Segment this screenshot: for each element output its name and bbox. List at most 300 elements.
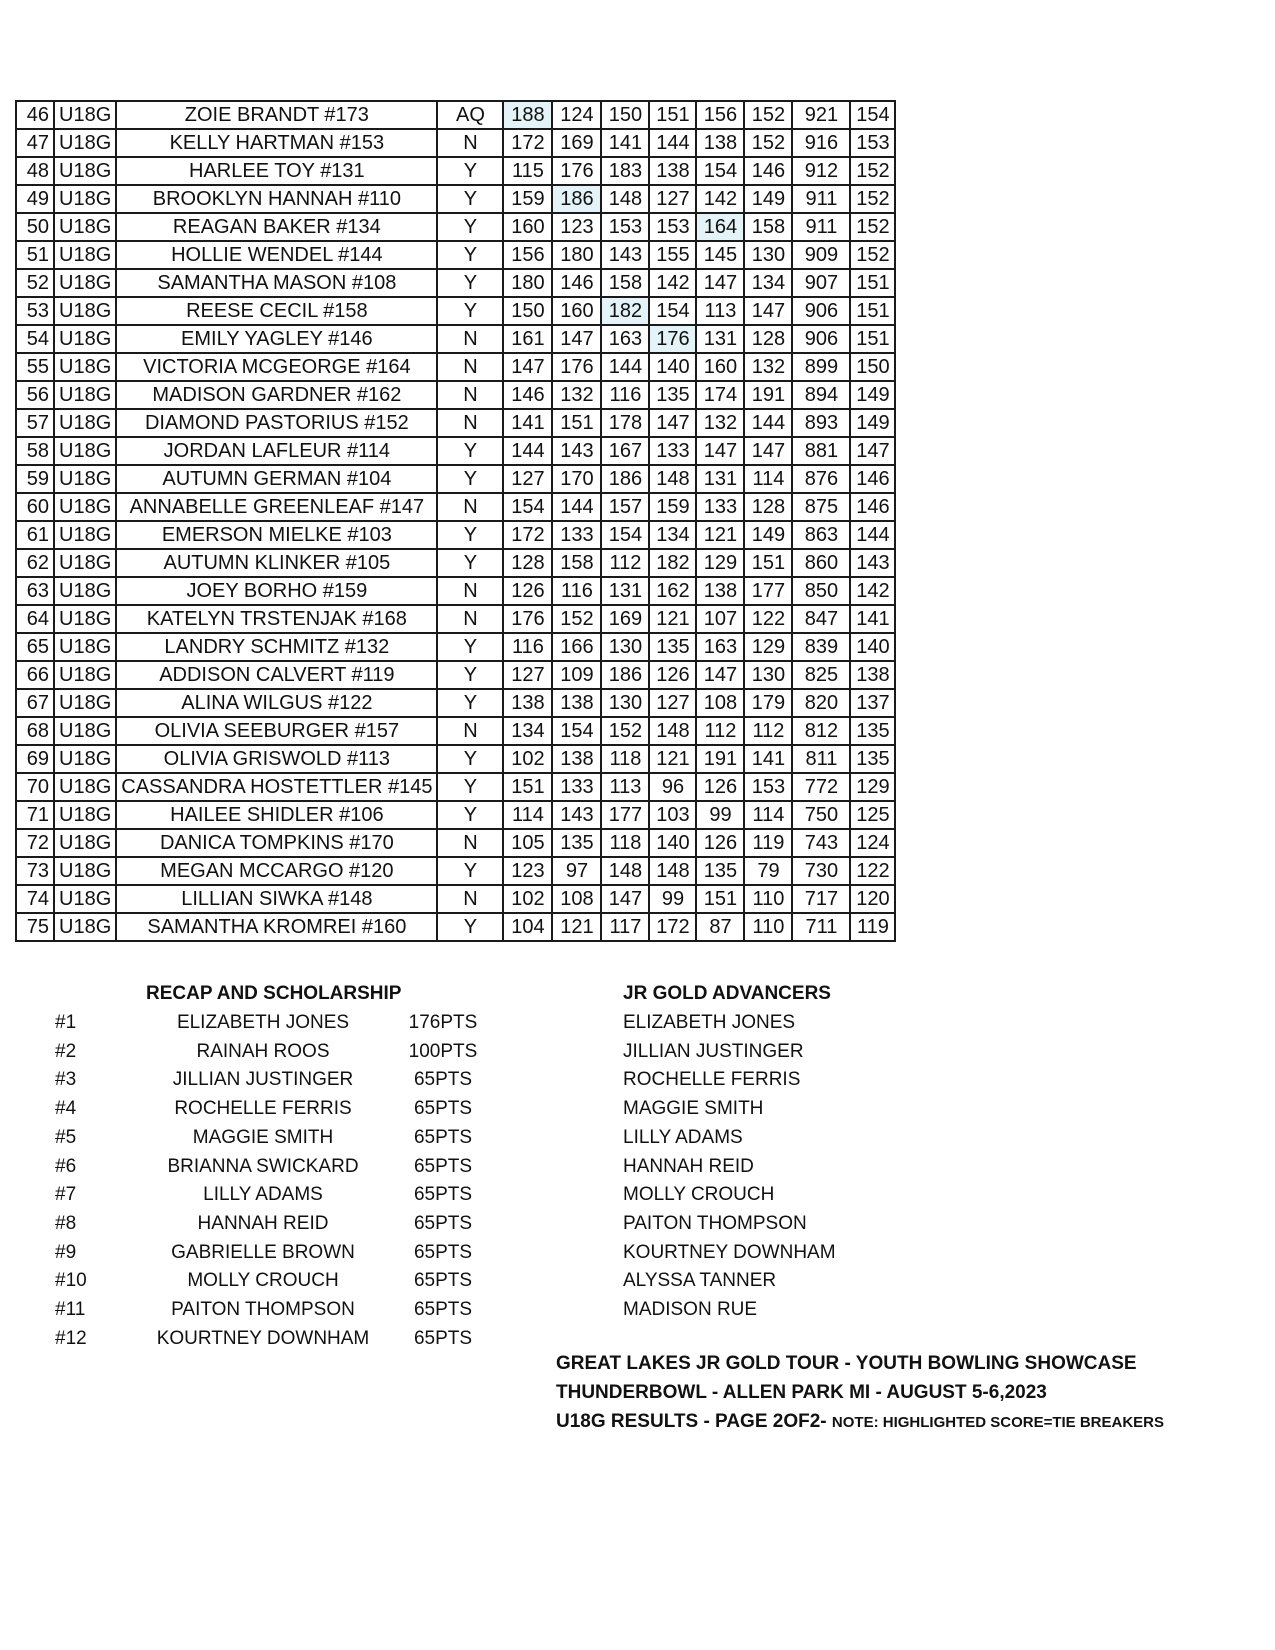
bowler-name-cell: HARLEE TOY #131 [116,157,437,185]
rank-cell: 63 [16,577,54,605]
game-score-cell: 113 [696,297,744,325]
status-cell: N [437,605,503,633]
recap-points: 65PTS [413,1299,473,1320]
game-score-cell: 155 [649,241,696,269]
game-score-cell: 121 [552,913,601,941]
game-score-cell: 146 [744,157,792,185]
bowler-name-cell: MADISON GARDNER #162 [116,381,437,409]
bowler-name-cell: AUTUMN GERMAN #104 [116,465,437,493]
recap-item [0,1152,520,1182]
status-cell: Y [437,689,503,717]
game-score-cell: 131 [696,325,744,353]
game-score-cell: 135 [696,857,744,885]
game-score-cell: 126 [649,661,696,689]
game-score-cell: 150 [601,101,649,129]
game-score-cell: 151 [552,409,601,437]
rank-cell: 60 [16,493,54,521]
bowler-name-cell: JOEY BORHO #159 [116,577,437,605]
division-cell: U18G [54,465,116,493]
recap-name: ROCHELLE FERRIS [174,1098,352,1120]
average-cell: 140 [850,633,895,661]
game-score-cell: 151 [503,773,552,801]
game-score-cell: 152 [744,101,792,129]
table-row [16,269,895,297]
table-row [16,773,895,801]
game-score-cell: 130 [601,689,649,717]
game-score-cell: 132 [696,409,744,437]
game-score-cell: 110 [744,913,792,941]
game-score-cell: 114 [503,801,552,829]
status-cell: Y [437,521,503,549]
bowler-name-cell: CASSANDRA HOSTETTLER #145 [116,773,437,801]
game-score-cell: 170 [552,465,601,493]
rank-cell: 54 [16,325,54,353]
game-score-cell: 119 [744,829,792,857]
average-cell: 146 [850,493,895,521]
rank-cell: 55 [16,353,54,381]
rank-cell: 46 [16,101,54,129]
recap-points: 65PTS [413,1126,473,1148]
recap-item [0,1295,520,1325]
total-cell: 906 [792,325,850,353]
table-row [16,661,895,689]
advancer-name: HANNAH REID [623,1155,754,1177]
game-score-cell: 146 [503,381,552,409]
status-cell: Y [437,913,503,941]
game-score-cell: 99 [649,885,696,913]
game-score-cell: 150 [503,297,552,325]
rank-cell: 52 [16,269,54,297]
game-score-cell: 147 [696,661,744,689]
total-cell: 907 [792,269,850,297]
game-score-cell: 128 [744,325,792,353]
game-score-cell: 116 [552,577,601,605]
division-cell: U18G [54,185,116,213]
game-score-cell: 143 [552,437,601,465]
game-score-cell: 79 [744,857,792,885]
total-cell: 847 [792,605,850,633]
recap-place: #3 [55,1069,77,1091]
table-row [16,437,895,465]
game-score-cell: 129 [696,549,744,577]
bowler-name-cell: ZOIE BRANDT #173 [116,101,437,129]
rank-cell: 53 [16,297,54,325]
game-score-cell: 110 [744,885,792,913]
recap-title: RECAP AND SCHOLARSHIP [146,983,402,1004]
table-row [16,885,895,913]
rank-cell: 71 [16,801,54,829]
rank-cell: 62 [16,549,54,577]
table-row [16,157,895,185]
recap-name: BRIANNA SWICKARD [167,1155,359,1177]
average-cell: 146 [850,465,895,493]
division-cell: U18G [54,353,116,381]
advancer-name: PAITON THOMPSON [623,1212,807,1234]
game-score-cell: 160 [552,297,601,325]
recap-item [0,1209,520,1239]
recap-item [0,1324,520,1354]
game-score-cell: 172 [649,913,696,941]
table-row [16,549,895,577]
rank-cell: 56 [16,381,54,409]
footer-results-label: U18G RESULTS - PAGE 2OF2- [556,1411,827,1432]
game-score-cell: 132 [552,381,601,409]
division-cell: U18G [54,913,116,941]
division-cell: U18G [54,521,116,549]
game-score-cell: 112 [601,549,649,577]
rank-cell: 61 [16,521,54,549]
game-score-cell: 147 [696,437,744,465]
game-score-cell: 108 [696,689,744,717]
recap-place: #9 [55,1241,77,1263]
status-cell: N [437,325,503,353]
division-cell: U18G [54,801,116,829]
total-cell: 911 [792,213,850,241]
game-score-cell: 112 [696,717,744,745]
total-cell: 730 [792,857,850,885]
advancers-title: JR GOLD ADVANCERS [623,983,831,1004]
game-score-cell: 130 [744,661,792,689]
total-cell: 717 [792,885,850,913]
status-cell: Y [437,745,503,773]
recap-points: 65PTS [413,1069,473,1091]
game-score-cell: 127 [503,465,552,493]
table-row [16,717,895,745]
division-cell: U18G [54,437,116,465]
recap-points: 65PTS [413,1098,473,1120]
footer-note: NOTE: HIGHLIGHTED SCORE=TIE BREAKERS [831,1414,1165,1431]
total-cell: 912 [792,157,850,185]
total-cell: 812 [792,717,850,745]
game-score-cell: 113 [601,773,649,801]
average-cell: 125 [850,801,895,829]
game-score-cell: 186 [601,465,649,493]
game-score-cell: 147 [649,409,696,437]
game-score-cell: 164 [696,213,744,241]
status-cell: N [437,409,503,437]
division-cell: U18G [54,157,116,185]
recap-name: MAGGIE SMITH [192,1126,334,1148]
average-cell: 152 [850,157,895,185]
division-cell: U18G [54,857,116,885]
recap-name: GABRIELLE BROWN [171,1241,355,1263]
average-cell: 129 [850,773,895,801]
bowler-name-cell: HAILEE SHIDLER #106 [116,801,437,829]
game-score-cell: 105 [503,829,552,857]
game-score-cell: 152 [744,129,792,157]
table-row [16,213,895,241]
game-score-cell: 131 [696,465,744,493]
recap-place: #5 [55,1126,77,1148]
total-cell: 811 [792,745,850,773]
results-body [16,101,895,941]
game-score-cell: 147 [601,885,649,913]
game-score-cell: 172 [503,129,552,157]
footer-line-1: GREAT LAKES JR GOLD TOUR - YOUTH BOWLING SHOWCASE [556,1353,1137,1374]
recap-place: #12 [55,1327,87,1349]
advancer-name: ROCHELLE FERRIS [623,1069,801,1091]
game-score-cell: 176 [552,157,601,185]
recap-place: #7 [55,1184,77,1206]
game-score-cell: 133 [552,773,601,801]
game-score-cell: 153 [601,213,649,241]
total-cell: 899 [792,353,850,381]
bowler-name-cell: SAMANTHA MASON #108 [116,269,437,297]
game-score-cell: 149 [744,185,792,213]
game-score-cell: 123 [503,857,552,885]
rank-cell: 70 [16,773,54,801]
rank-cell: 48 [16,157,54,185]
game-score-cell: 126 [503,577,552,605]
game-score-cell: 117 [601,913,649,941]
game-score-cell: 124 [552,101,601,129]
game-score-cell: 178 [601,409,649,437]
status-cell: Y [437,269,503,297]
recap-points: 176PTS [408,1012,478,1033]
rank-cell: 73 [16,857,54,885]
game-score-cell: 153 [744,773,792,801]
table-row [16,801,895,829]
game-score-cell: 186 [601,661,649,689]
table-row [16,409,895,437]
table-row [16,633,895,661]
table-row [16,913,895,941]
game-score-cell: 135 [552,829,601,857]
game-score-cell: 160 [503,213,552,241]
division-cell: U18G [54,745,116,773]
game-score-cell: 102 [503,745,552,773]
footer-line-2: THUNDERBOWL - ALLEN PARK MI - AUGUST 5-6,2023 [556,1382,1047,1403]
game-score-cell: 138 [696,577,744,605]
status-cell: N [437,717,503,745]
game-score-cell: 118 [601,829,649,857]
game-score-cell: 116 [601,381,649,409]
division-cell: U18G [54,689,116,717]
total-cell: 881 [792,437,850,465]
game-score-cell: 182 [649,549,696,577]
total-cell: 894 [792,381,850,409]
game-score-cell: 114 [744,465,792,493]
rank-cell: 66 [16,661,54,689]
game-score-cell: 140 [649,353,696,381]
rank-cell: 59 [16,465,54,493]
average-cell: 120 [850,885,895,913]
game-score-cell: 108 [552,885,601,913]
bowler-name-cell: DANICA TOMPKINS #170 [116,829,437,857]
game-score-cell: 109 [552,661,601,689]
recap-name: LILLY ADAMS [203,1184,323,1206]
bowler-name-cell: REAGAN BAKER #134 [116,213,437,241]
status-cell: Y [437,465,503,493]
recap-name: RAINAH ROOS [196,1040,330,1062]
status-cell: N [437,885,503,913]
bowler-name-cell: REESE CECIL #158 [116,297,437,325]
game-score-cell: 121 [649,745,696,773]
game-score-cell: 191 [744,381,792,409]
total-cell: 876 [792,465,850,493]
game-score-cell: 154 [649,297,696,325]
table-row [16,493,895,521]
game-score-cell: 127 [503,661,552,689]
game-score-cell: 140 [649,829,696,857]
division-cell: U18G [54,325,116,353]
game-score-cell: 157 [601,493,649,521]
average-cell: 153 [850,129,895,157]
table-row [16,101,895,129]
game-score-cell: 147 [744,437,792,465]
game-score-cell: 127 [649,185,696,213]
game-score-cell: 153 [649,213,696,241]
game-score-cell: 138 [503,689,552,717]
game-score-cell: 148 [601,185,649,213]
game-score-cell: 130 [601,633,649,661]
division-cell: U18G [54,381,116,409]
recap-place: #10 [55,1270,87,1292]
division-cell: U18G [54,269,116,297]
rank-cell: 74 [16,885,54,913]
recap-place: #6 [55,1155,77,1177]
total-cell: 921 [792,101,850,129]
status-cell: Y [437,661,503,689]
status-cell: N [437,129,503,157]
table-row [16,689,895,717]
game-score-cell: 144 [552,493,601,521]
recap-name: JILLIAN JUSTINGER [172,1069,354,1091]
total-cell: 850 [792,577,850,605]
game-score-cell: 163 [601,325,649,353]
game-score-cell: 107 [696,605,744,633]
division-cell: U18G [54,101,116,129]
game-score-cell: 176 [503,605,552,633]
bowler-name-cell: AUTUMN KLINKER #105 [116,549,437,577]
rank-cell: 67 [16,689,54,717]
game-score-cell: 135 [649,381,696,409]
status-cell: Y [437,857,503,885]
recap-item [0,1180,520,1210]
division-cell: U18G [54,493,116,521]
bowler-name-cell: LILLIAN SIWKA #148 [116,885,437,913]
status-cell: Y [437,437,503,465]
table-row [16,577,895,605]
game-score-cell: 134 [649,521,696,549]
division-cell: U18G [54,605,116,633]
game-score-cell: 180 [552,241,601,269]
recap-item [0,1008,520,1038]
advancer-name: MADISON RUE [623,1299,758,1320]
game-score-cell: 154 [601,521,649,549]
advancer-name: MAGGIE SMITH [623,1098,764,1120]
table-row [16,857,895,885]
recap-name: ELIZABETH JONES [176,1012,350,1033]
recap-points: 65PTS [413,1155,473,1177]
total-cell: 839 [792,633,850,661]
game-score-cell: 167 [601,437,649,465]
average-cell: 143 [850,549,895,577]
recap-item [0,1266,520,1296]
total-cell: 820 [792,689,850,717]
status-cell: Y [437,773,503,801]
game-score-cell: 147 [744,297,792,325]
game-score-cell: 126 [696,773,744,801]
game-score-cell: 121 [696,521,744,549]
recap-name: PAITON THOMPSON [171,1299,355,1320]
average-cell: 122 [850,857,895,885]
status-cell: N [437,577,503,605]
game-score-cell: 97 [552,857,601,885]
game-score-cell: 161 [503,325,552,353]
game-score-cell: 116 [503,633,552,661]
game-score-cell: 186 [552,185,601,213]
recap-item [0,1094,520,1124]
average-cell: 149 [850,381,895,409]
game-score-cell: 96 [649,773,696,801]
recap-name: HANNAH REID [197,1212,329,1234]
advancer-name: ELIZABETH JONES [623,1012,796,1033]
game-score-cell: 123 [552,213,601,241]
rank-cell: 72 [16,829,54,857]
rank-cell: 50 [16,213,54,241]
recap-points: 65PTS [413,1241,473,1263]
recap-points: 65PTS [413,1212,473,1234]
game-score-cell: 145 [696,241,744,269]
recap-points: 65PTS [413,1184,473,1206]
game-score-cell: 87 [696,913,744,941]
status-cell: AQ [437,101,503,129]
recap-item [0,1037,520,1067]
recap-place: #4 [55,1098,77,1120]
status-cell: N [437,829,503,857]
game-score-cell: 166 [552,633,601,661]
game-score-cell: 122 [744,605,792,633]
game-score-cell: 176 [552,353,601,381]
recap-points: 65PTS [413,1270,473,1292]
game-score-cell: 103 [649,801,696,829]
status-cell: Y [437,213,503,241]
average-cell: 138 [850,661,895,689]
game-score-cell: 134 [744,269,792,297]
total-cell: 711 [792,913,850,941]
game-score-cell: 174 [696,381,744,409]
advancer-name: KOURTNEY DOWNHAM [623,1241,836,1263]
game-score-cell: 148 [649,465,696,493]
total-cell: 893 [792,409,850,437]
game-score-cell: 156 [503,241,552,269]
game-score-cell: 169 [601,605,649,633]
total-cell: 743 [792,829,850,857]
game-score-cell: 144 [649,129,696,157]
game-score-cell: 148 [649,717,696,745]
game-score-cell: 179 [744,689,792,717]
game-score-cell: 138 [552,689,601,717]
game-score-cell: 138 [552,745,601,773]
game-score-cell: 115 [503,157,552,185]
game-score-cell: 177 [601,801,649,829]
game-score-cell: 138 [649,157,696,185]
bowler-name-cell: LANDRY SCHMITZ #132 [116,633,437,661]
total-cell: 825 [792,661,850,689]
game-score-cell: 142 [696,185,744,213]
advancer-name: LILLY ADAMS [623,1126,743,1148]
game-score-cell: 118 [601,745,649,773]
recap-place: #11 [55,1299,86,1320]
bowler-name-cell: KELLY HARTMAN #153 [116,129,437,157]
advancer-name: ALYSSA TANNER [623,1270,777,1292]
table-row [16,241,895,269]
table-row [16,829,895,857]
total-cell: 916 [792,129,850,157]
game-score-cell: 134 [503,717,552,745]
status-cell: Y [437,185,503,213]
